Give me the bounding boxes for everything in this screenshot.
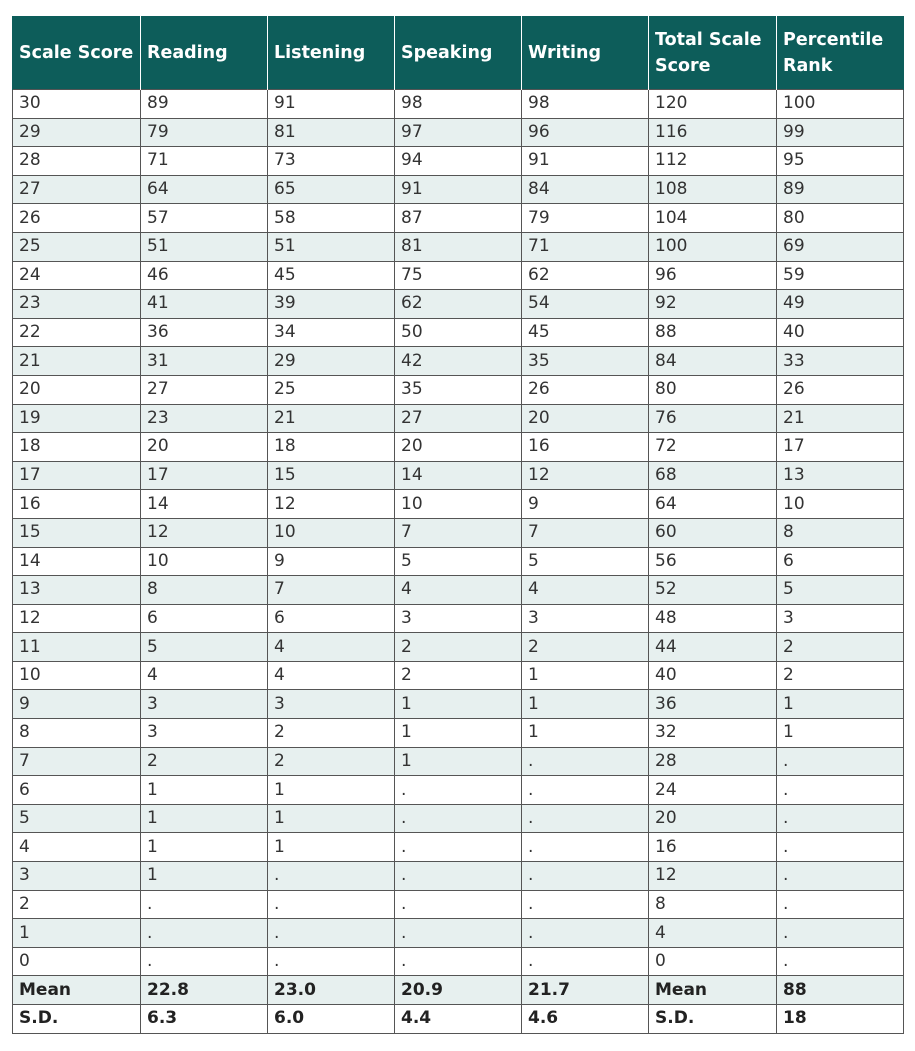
cell-listening: 2 — [268, 719, 395, 748]
cell-reading: 41 — [141, 290, 268, 319]
summary-row-mean — [13, 976, 904, 1005]
cell-percentile-rank: . — [777, 919, 904, 948]
cell-writing: . — [522, 776, 649, 805]
cell-percentile-rank: 33 — [777, 347, 904, 376]
cell-writing: 91 — [522, 147, 649, 176]
cell-reading: 12 — [141, 518, 268, 547]
cell-percentile-rank: 26 — [777, 375, 904, 404]
cell-listening: 51 — [268, 232, 395, 261]
cell-percentile-rank: 2 — [777, 661, 904, 690]
cell-scale-score: 20 — [13, 375, 141, 404]
cell-speaking: 20 — [395, 433, 522, 462]
cell-speaking: . — [395, 804, 522, 833]
cell-speaking: 14 — [395, 461, 522, 490]
cell-listening: 18 — [268, 433, 395, 462]
table-row — [13, 547, 904, 576]
cell-writing: 9 — [522, 490, 649, 519]
cell-reading: 1 — [141, 833, 268, 862]
cell-scale-score: 29 — [13, 118, 141, 147]
cell-reading: . — [141, 919, 268, 948]
cell-speaking: . — [395, 919, 522, 948]
cell-speaking: 5 — [395, 547, 522, 576]
cell-total-scale-score: 32 — [649, 719, 777, 748]
cell-percentile-rank: 8 — [777, 518, 904, 547]
cell-listening: 4 — [268, 661, 395, 690]
summary-cell-listening: 6.0 — [268, 1005, 395, 1034]
header-listening: Listening — [268, 16, 395, 90]
cell-speaking: 1 — [395, 690, 522, 719]
cell-writing: . — [522, 833, 649, 862]
cell-listening: 21 — [268, 404, 395, 433]
cell-listening: 34 — [268, 318, 395, 347]
cell-speaking: 75 — [395, 261, 522, 290]
table-row — [13, 290, 904, 319]
cell-total-scale-score: 92 — [649, 290, 777, 319]
cell-listening: 65 — [268, 175, 395, 204]
cell-percentile-rank: 95 — [777, 147, 904, 176]
summary-cell-reading: 6.3 — [141, 1005, 268, 1034]
cell-scale-score: 16 — [13, 490, 141, 519]
cell-reading: 1 — [141, 862, 268, 891]
cell-scale-score: 28 — [13, 147, 141, 176]
cell-listening: . — [268, 947, 395, 976]
cell-listening: 6 — [268, 604, 395, 633]
cell-reading: 8 — [141, 576, 268, 605]
cell-speaking: . — [395, 833, 522, 862]
cell-scale-score: 19 — [13, 404, 141, 433]
table-row — [13, 776, 904, 805]
cell-scale-score: 9 — [13, 690, 141, 719]
cell-writing: 45 — [522, 318, 649, 347]
cell-speaking: 7 — [395, 518, 522, 547]
cell-writing: 35 — [522, 347, 649, 376]
cell-writing: 7 — [522, 518, 649, 547]
cell-scale-score: 8 — [13, 719, 141, 748]
summary-cell-speaking: 4.4 — [395, 1005, 522, 1034]
cell-speaking: 97 — [395, 118, 522, 147]
cell-writing: 79 — [522, 204, 649, 233]
cell-writing: 96 — [522, 118, 649, 147]
cell-scale-score: 5 — [13, 804, 141, 833]
cell-percentile-rank: 69 — [777, 232, 904, 261]
header-scale-score: Scale Score — [13, 16, 141, 90]
cell-reading: 36 — [141, 318, 268, 347]
cell-listening: 4 — [268, 633, 395, 662]
cell-reading: 23 — [141, 404, 268, 433]
cell-scale-score: 0 — [13, 947, 141, 976]
cell-total-scale-score: 112 — [649, 147, 777, 176]
summary-cell-scale-score: Mean — [13, 976, 141, 1005]
cell-scale-score: 17 — [13, 461, 141, 490]
cell-reading: 6 — [141, 604, 268, 633]
summary-cell-percentile-rank: 18 — [777, 1005, 904, 1034]
cell-percentile-rank: 99 — [777, 118, 904, 147]
cell-writing: 16 — [522, 433, 649, 462]
cell-percentile-rank: 17 — [777, 433, 904, 462]
cell-scale-score: 25 — [13, 232, 141, 261]
cell-listening: 1 — [268, 804, 395, 833]
cell-listening: 10 — [268, 518, 395, 547]
cell-listening: . — [268, 862, 395, 891]
cell-speaking: 91 — [395, 175, 522, 204]
cell-listening: . — [268, 919, 395, 948]
cell-scale-score: 10 — [13, 661, 141, 690]
cell-percentile-rank: 5 — [777, 576, 904, 605]
cell-speaking: 62 — [395, 290, 522, 319]
table-row — [13, 690, 904, 719]
cell-scale-score: 2 — [13, 890, 141, 919]
cell-scale-score: 24 — [13, 261, 141, 290]
cell-total-scale-score: 116 — [649, 118, 777, 147]
table-row — [13, 175, 904, 204]
cell-total-scale-score: 24 — [649, 776, 777, 805]
cell-writing: 1 — [522, 719, 649, 748]
cell-writing: 2 — [522, 633, 649, 662]
table-row — [13, 804, 904, 833]
cell-speaking: 4 — [395, 576, 522, 605]
cell-reading: 57 — [141, 204, 268, 233]
cell-total-scale-score: 60 — [649, 518, 777, 547]
cell-scale-score: 15 — [13, 518, 141, 547]
cell-total-scale-score: 76 — [649, 404, 777, 433]
table-row — [13, 947, 904, 976]
cell-total-scale-score: 12 — [649, 862, 777, 891]
header-total-scale-score: Total Scale Score — [649, 16, 777, 90]
cell-reading: 14 — [141, 490, 268, 519]
table-row — [13, 347, 904, 376]
table-row — [13, 833, 904, 862]
cell-scale-score: 22 — [13, 318, 141, 347]
table-row — [13, 490, 904, 519]
table-row — [13, 633, 904, 662]
cell-writing: 4 — [522, 576, 649, 605]
cell-reading: . — [141, 890, 268, 919]
cell-writing: 26 — [522, 375, 649, 404]
summary-cell-writing: 21.7 — [522, 976, 649, 1005]
cell-reading: 3 — [141, 690, 268, 719]
score-table-container — [12, 16, 903, 1034]
summary-cell-listening: 23.0 — [268, 976, 395, 1005]
cell-total-scale-score: 96 — [649, 261, 777, 290]
cell-speaking: 27 — [395, 404, 522, 433]
cell-percentile-rank: 1 — [777, 690, 904, 719]
cell-listening: 45 — [268, 261, 395, 290]
cell-listening: 73 — [268, 147, 395, 176]
cell-listening: 81 — [268, 118, 395, 147]
cell-writing: 54 — [522, 290, 649, 319]
cell-scale-score: 11 — [13, 633, 141, 662]
cell-percentile-rank: . — [777, 804, 904, 833]
cell-percentile-rank: 89 — [777, 175, 904, 204]
cell-speaking: 10 — [395, 490, 522, 519]
cell-scale-score: 18 — [13, 433, 141, 462]
cell-reading: 89 — [141, 90, 268, 119]
cell-reading: 2 — [141, 747, 268, 776]
cell-reading: 4 — [141, 661, 268, 690]
cell-writing: 20 — [522, 404, 649, 433]
cell-total-scale-score: 108 — [649, 175, 777, 204]
table-row — [13, 862, 904, 891]
cell-percentile-rank: . — [777, 862, 904, 891]
table-row — [13, 118, 904, 147]
table-row — [13, 576, 904, 605]
cell-total-scale-score: 120 — [649, 90, 777, 119]
cell-scale-score: 26 — [13, 204, 141, 233]
table-row — [13, 147, 904, 176]
summary-cell-speaking: 20.9 — [395, 976, 522, 1005]
cell-percentile-rank: 21 — [777, 404, 904, 433]
cell-writing: 1 — [522, 690, 649, 719]
cell-reading: 27 — [141, 375, 268, 404]
cell-scale-score: 12 — [13, 604, 141, 633]
summary-cell-reading: 22.8 — [141, 976, 268, 1005]
table-row — [13, 890, 904, 919]
cell-percentile-rank: 13 — [777, 461, 904, 490]
cell-reading: 64 — [141, 175, 268, 204]
cell-speaking: 94 — [395, 147, 522, 176]
table-row — [13, 461, 904, 490]
cell-total-scale-score: 64 — [649, 490, 777, 519]
table-row — [13, 747, 904, 776]
cell-writing: . — [522, 890, 649, 919]
table-row — [13, 232, 904, 261]
table-row — [13, 204, 904, 233]
cell-speaking: . — [395, 776, 522, 805]
cell-reading: 5 — [141, 633, 268, 662]
summary-cell-total-scale-score: S.D. — [649, 1005, 777, 1034]
cell-speaking: 1 — [395, 719, 522, 748]
header-speaking: Speaking — [395, 16, 522, 90]
cell-scale-score: 7 — [13, 747, 141, 776]
cell-writing: 3 — [522, 604, 649, 633]
cell-total-scale-score: 16 — [649, 833, 777, 862]
cell-speaking: 87 — [395, 204, 522, 233]
cell-listening: 1 — [268, 833, 395, 862]
cell-percentile-rank: 40 — [777, 318, 904, 347]
cell-total-scale-score: 28 — [649, 747, 777, 776]
cell-speaking: 35 — [395, 375, 522, 404]
cell-percentile-rank: . — [777, 890, 904, 919]
cell-total-scale-score: 80 — [649, 375, 777, 404]
cell-percentile-rank: . — [777, 947, 904, 976]
cell-scale-score: 3 — [13, 862, 141, 891]
cell-reading: 20 — [141, 433, 268, 462]
table-row — [13, 604, 904, 633]
table-row — [13, 661, 904, 690]
cell-writing: . — [522, 747, 649, 776]
cell-writing: 98 — [522, 90, 649, 119]
cell-reading: 71 — [141, 147, 268, 176]
cell-speaking: 3 — [395, 604, 522, 633]
cell-speaking: . — [395, 890, 522, 919]
cell-listening: 2 — [268, 747, 395, 776]
cell-writing: . — [522, 862, 649, 891]
cell-total-scale-score: 44 — [649, 633, 777, 662]
header-percentile-rank: Percentile Rank — [777, 16, 904, 90]
summary-cell-scale-score: S.D. — [13, 1005, 141, 1034]
cell-total-scale-score: 68 — [649, 461, 777, 490]
cell-percentile-rank: 1 — [777, 719, 904, 748]
summary-cell-total-scale-score: Mean — [649, 976, 777, 1005]
cell-listening: 29 — [268, 347, 395, 376]
summary-cell-writing: 4.6 — [522, 1005, 649, 1034]
cell-reading: 31 — [141, 347, 268, 376]
cell-writing: 62 — [522, 261, 649, 290]
cell-scale-score: 30 — [13, 90, 141, 119]
cell-scale-score: 1 — [13, 919, 141, 948]
cell-reading: 1 — [141, 776, 268, 805]
cell-total-scale-score: 104 — [649, 204, 777, 233]
cell-percentile-rank: . — [777, 833, 904, 862]
cell-scale-score: 21 — [13, 347, 141, 376]
cell-scale-score: 23 — [13, 290, 141, 319]
cell-total-scale-score: 8 — [649, 890, 777, 919]
cell-listening: 1 — [268, 776, 395, 805]
cell-total-scale-score: 72 — [649, 433, 777, 462]
cell-listening: 39 — [268, 290, 395, 319]
cell-reading: 51 — [141, 232, 268, 261]
cell-percentile-rank: 2 — [777, 633, 904, 662]
cell-listening: 58 — [268, 204, 395, 233]
table-row — [13, 719, 904, 748]
cell-listening: . — [268, 890, 395, 919]
cell-writing: 84 — [522, 175, 649, 204]
cell-writing: 5 — [522, 547, 649, 576]
cell-writing: . — [522, 804, 649, 833]
cell-total-scale-score: 100 — [649, 232, 777, 261]
table-row — [13, 919, 904, 948]
header-row — [13, 16, 904, 90]
cell-percentile-rank: 59 — [777, 261, 904, 290]
cell-speaking: 81 — [395, 232, 522, 261]
cell-writing: 1 — [522, 661, 649, 690]
table-row — [13, 404, 904, 433]
cell-writing: . — [522, 919, 649, 948]
cell-listening: 7 — [268, 576, 395, 605]
cell-total-scale-score: 4 — [649, 919, 777, 948]
cell-reading: 17 — [141, 461, 268, 490]
cell-writing: 71 — [522, 232, 649, 261]
cell-scale-score: 13 — [13, 576, 141, 605]
cell-speaking: 1 — [395, 747, 522, 776]
cell-writing: . — [522, 947, 649, 976]
cell-scale-score: 4 — [13, 833, 141, 862]
cell-writing: 12 — [522, 461, 649, 490]
cell-reading: 3 — [141, 719, 268, 748]
cell-percentile-rank: 3 — [777, 604, 904, 633]
cell-total-scale-score: 88 — [649, 318, 777, 347]
cell-percentile-rank: 100 — [777, 90, 904, 119]
cell-reading: 1 — [141, 804, 268, 833]
cell-percentile-rank: 10 — [777, 490, 904, 519]
cell-scale-score: 14 — [13, 547, 141, 576]
cell-listening: 9 — [268, 547, 395, 576]
cell-listening: 25 — [268, 375, 395, 404]
table-row — [13, 433, 904, 462]
cell-total-scale-score: 36 — [649, 690, 777, 719]
summary-row-sd — [13, 1005, 904, 1034]
table-row — [13, 318, 904, 347]
cell-reading: 46 — [141, 261, 268, 290]
cell-speaking: 2 — [395, 633, 522, 662]
cell-reading: . — [141, 947, 268, 976]
summary-cell-percentile-rank: 88 — [777, 976, 904, 1005]
cell-reading: 79 — [141, 118, 268, 147]
cell-total-scale-score: 56 — [649, 547, 777, 576]
cell-total-scale-score: 84 — [649, 347, 777, 376]
cell-percentile-rank: . — [777, 776, 904, 805]
score-conversion-table — [12, 16, 904, 1034]
cell-total-scale-score: 52 — [649, 576, 777, 605]
cell-speaking: 42 — [395, 347, 522, 376]
table-row — [13, 518, 904, 547]
cell-scale-score: 27 — [13, 175, 141, 204]
cell-speaking: 98 — [395, 90, 522, 119]
cell-percentile-rank: 80 — [777, 204, 904, 233]
cell-listening: 12 — [268, 490, 395, 519]
cell-listening: 15 — [268, 461, 395, 490]
header-reading: Reading — [141, 16, 268, 90]
cell-listening: 3 — [268, 690, 395, 719]
cell-speaking: 50 — [395, 318, 522, 347]
cell-listening: 91 — [268, 90, 395, 119]
cell-total-scale-score: 40 — [649, 661, 777, 690]
cell-total-scale-score: 0 — [649, 947, 777, 976]
cell-speaking: . — [395, 947, 522, 976]
table-row — [13, 261, 904, 290]
cell-speaking: . — [395, 862, 522, 891]
cell-percentile-rank: . — [777, 747, 904, 776]
cell-percentile-rank: 49 — [777, 290, 904, 319]
table-body — [13, 90, 904, 1034]
cell-total-scale-score: 20 — [649, 804, 777, 833]
cell-total-scale-score: 48 — [649, 604, 777, 633]
table-row — [13, 90, 904, 119]
header-writing: Writing — [522, 16, 649, 90]
cell-percentile-rank: 6 — [777, 547, 904, 576]
cell-scale-score: 6 — [13, 776, 141, 805]
cell-speaking: 2 — [395, 661, 522, 690]
table-row — [13, 375, 904, 404]
table-header — [13, 16, 904, 90]
cell-reading: 10 — [141, 547, 268, 576]
